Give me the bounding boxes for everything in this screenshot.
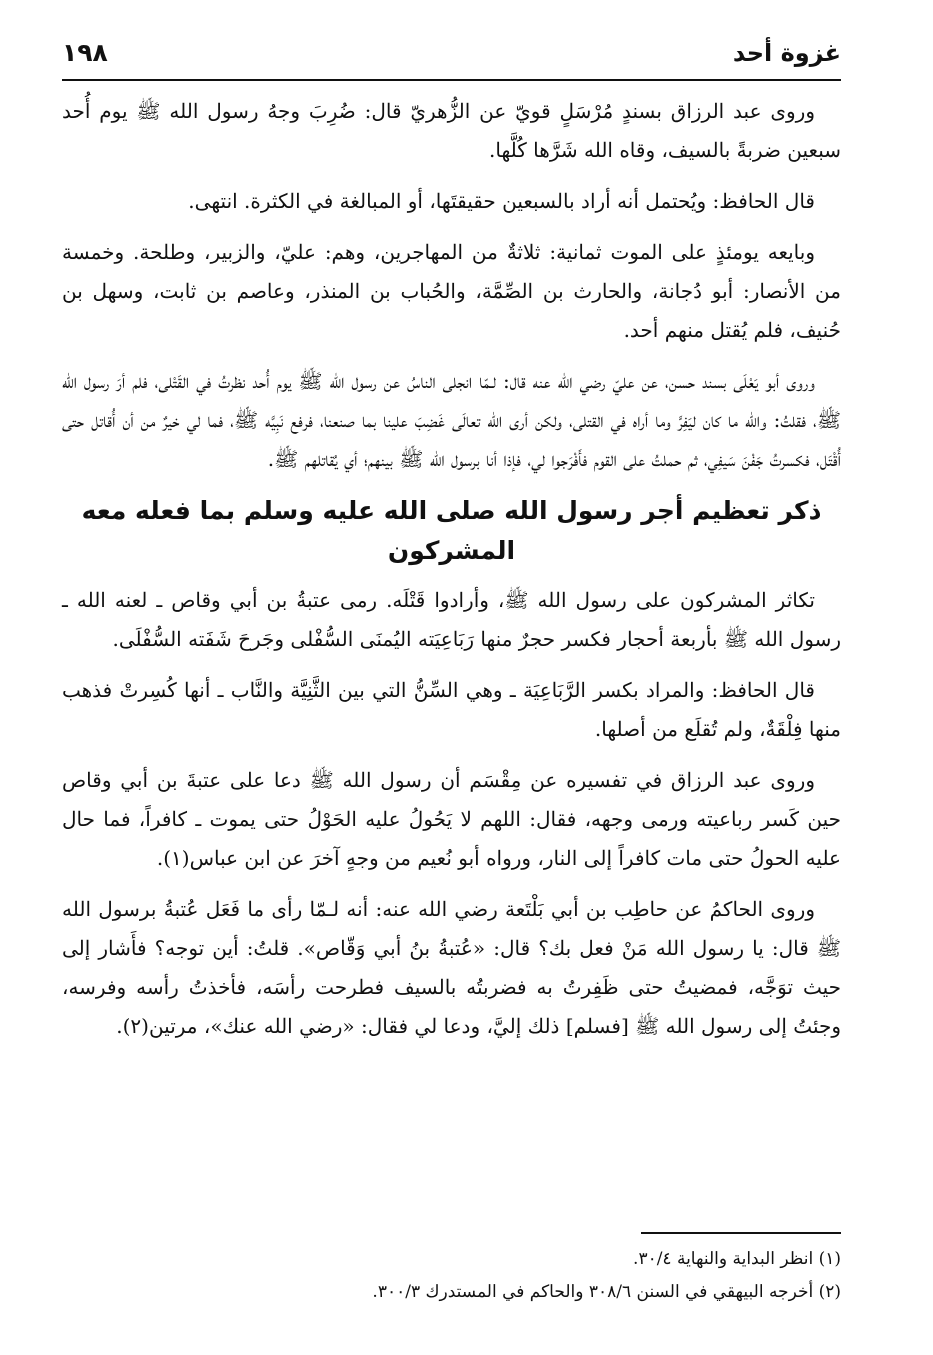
paragraph: وروى الحاكمُ عن حاطِب بن أبي بَلْتَعة رضي الله عنه: أنه لـمّا رأى ما فَعَل عُتبةُ برسول الله ﷺ قال: يا رسول الله مَنْ فعل بك؟ قال: «عُتبةُ بنُ أبي وَقّاص». قلتُ: أين توجه؟ فأَشار إلى حيث توَجَّه، فمضيتُ حتى ظَفِرتُ به فضربتُه بالسيف فطرحت رأسَه، فأخذتُ رأسه وفرسه، وجئتُ إلى رسول الله ﷺ [فسلم] ذلك إليَّ، ودعا لي فقال: «رضي الله عنك»، مرتين(٢). bbox=[62, 897, 841, 1038]
footnote: (١) انظر البداية والنهاية ٣٠/٤. bbox=[633, 1249, 841, 1269]
page-number: ١٩٨ bbox=[62, 38, 108, 67]
running-title: غزوة أحد bbox=[732, 39, 841, 67]
paragraph: قال الحافظ: والمراد بكسر الرَّبَاعِيَة ـ وهي السِّنُّ التي بين الثَّنِيَّة والنَّاب ـ أنها كُسِرتْ فذهب منها فِلْقَةٌ، ولم تُقلَع من أصلها. bbox=[62, 678, 841, 741]
page-header bbox=[62, 38, 841, 67]
main-text bbox=[62, 92, 841, 1058]
footnotes bbox=[62, 1243, 841, 1309]
footnote-rule bbox=[641, 1232, 841, 1234]
paragraph: تكاثر المشركون على رسول الله ﷺ، وأرادوا قَتْلَه. رمى عتبةُ بن أبي وقاص ـ لعنه الله ـ رسول الله ﷺ بأربعة أحجار فكسر حجرٌ منها رَبَاعِيَته اليُمنَى السُّفْلى وجَرحَ شَفَته السُّفْلَى. bbox=[62, 588, 841, 651]
paragraph: وروى عبد الرزاق بسندٍ مُرْسَلٍ قويّ عن الزُّهريّ قال: ضُرِبَ وجهُ رسول الله ﷺ يوم أُحد سبعين ضربةً بالسيف، وقاه الله شَرَّها كُلَّها. bbox=[62, 99, 841, 162]
header-rule bbox=[62, 79, 841, 81]
paragraph: قال الحافظ: ويُحتمل أنه أراد بالسبعين حقيقتَها، أو المبالغة في الكثرة. انتهى. bbox=[188, 189, 815, 213]
footnote: (٢) أخرجه البيهقي في السنن ٣٠٨/٦ والحاكم في المستدرك ٣٠٠/٣. bbox=[372, 1282, 841, 1302]
paragraph: وروى أبو يَعْلَى بسند حسن، عن عليّ رضي الله عنه قال: لـمّا انجلى الناسُ عن رسول الله ﷺ يوم أُحد نظرتُ في القَتْلى، فلم أرَ رسول الله ﷺ، فقلتُ: والله ما كان ليَفِرَّ وما أراه في القتلى، ولكن أرى الله تعالَى غَضِبَ علينا بما صنعنا، فرفع نَبِيَّه ﷺ، فما لي خيرٌ من أن أُقاتل حتى أُقْتَل، فكسرتُ جَفْنَ سَيفِي، ثم حملتُ على القوم فأَفْرَجوا لي، فإذا أنا برسول الله ﷺ بينهم؛ أي يُقاتلهم ﷺ. bbox=[62, 369, 841, 471]
paragraph: وروى عبد الرزاق في تفسيره عن مِقْسَم أن رسول الله ﷺ دعا على عتبةَ بن أبي وقاص حين كَسر رباعيته ورمى وجهه، فقال: اللهم لا يَحُولُ عليه الحَوْلُ حتى يموت ـ كافراً، فما حال عليه الحولُ حتى مات كافراً إلى النار، ورواه أبو نُعيم من وجهٍ آخرَ عن ابن عباس(١). bbox=[62, 768, 841, 870]
paragraph: وبايعه يومئذٍ على الموت ثمانية: ثلاثةٌ من المهاجرين، وهم: عليّ، والزبير، وطلحة. وخمسة من الأنصار: أبو دُجانة، والحارث بن الصِّمَّة، والحُباب بن المنذر، وعاصم بن ثابت، وسهل بن حُنيف، فلم يُقتل منهم أحد. bbox=[62, 240, 841, 342]
section-heading: ذكر تعظيم أجر رسول الله صلى الله عليه وسلم بما فعله معه المشركون bbox=[81, 496, 822, 565]
